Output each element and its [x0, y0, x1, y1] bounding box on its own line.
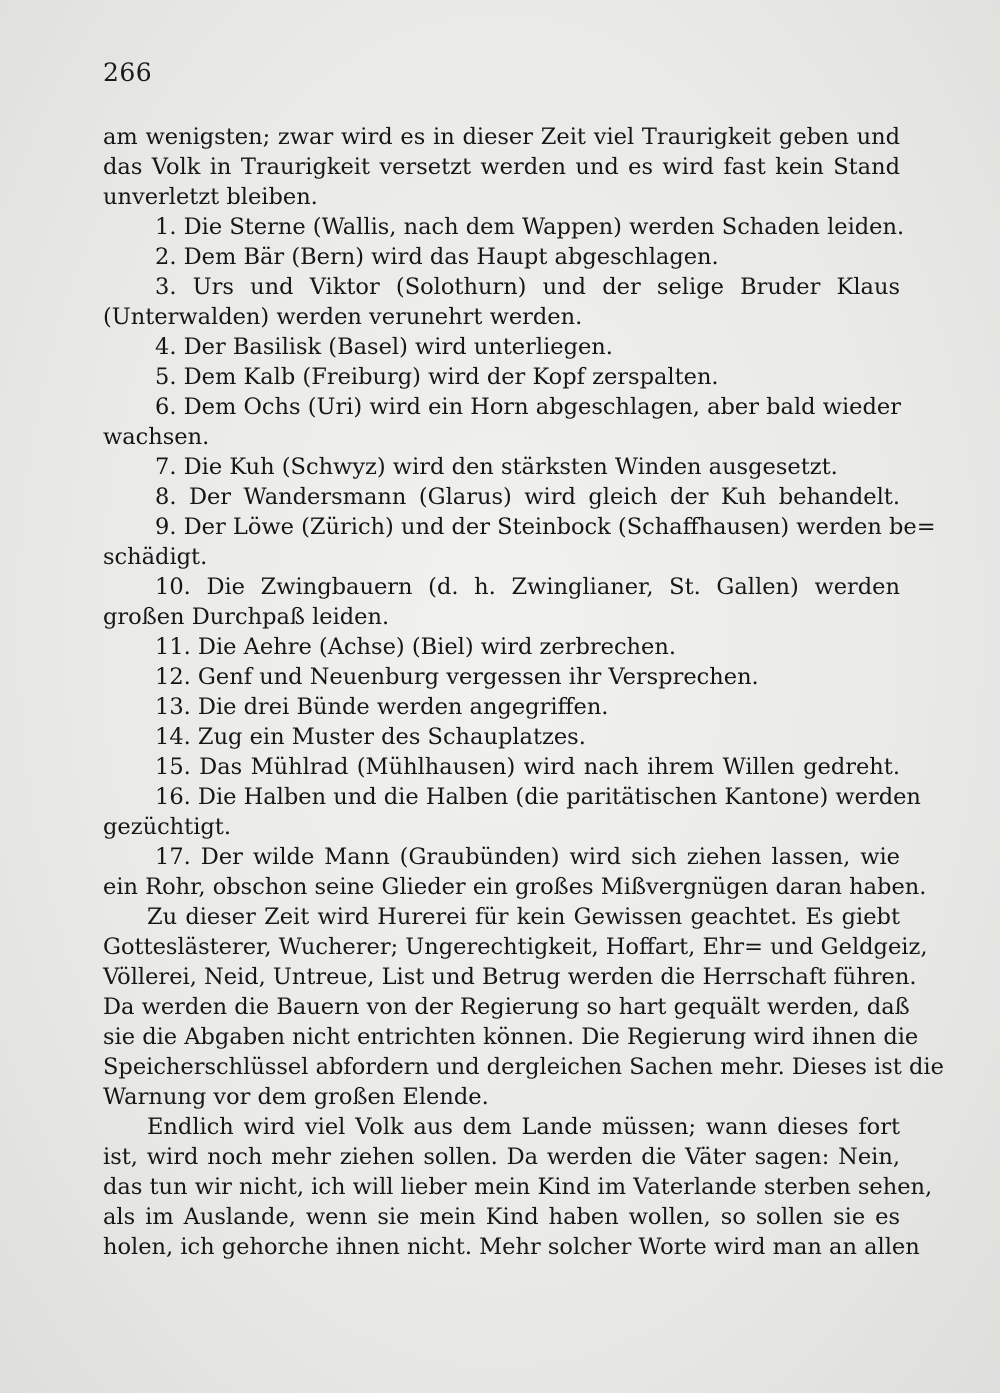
text-line: Gotteslästerer, Wucherer; Ungerechtigkeit, Hoffart, Ehr= und Geldgeiz, — [103, 934, 928, 960]
text-line: 9. Der Löwe (Zürich) und der Steinbock (Schaffhausen) werden be= — [155, 514, 936, 540]
text-line: das Volk in Traurigkeit versetzt werden und es wird fast kein Stand — [103, 154, 900, 180]
text-line: (Unterwalden) werden verunehrt werden. — [103, 304, 583, 330]
text-line: großen Durchpaß leiden. — [103, 604, 390, 630]
text-line: Warnung vor dem großen Elende. — [103, 1084, 489, 1110]
text-line: das tun wir nicht, ich will lieber mein Kind im Vaterlande sterben sehen, — [103, 1174, 933, 1200]
text-line: sie die Abgaben nicht entrichten können. Die Regierung wird ihnen die — [103, 1024, 919, 1050]
text-line: 11. Die Aehre (Achse) (Biel) wird zerbrechen. — [155, 634, 676, 660]
text-line: Völlerei, Neid, Untreue, List und Betrug werden die Herrschaft führen. — [103, 964, 917, 990]
text-line: als im Auslande, wenn sie mein Kind haben wollen, so sollen sie es — [103, 1204, 900, 1230]
text-line: wachsen. — [103, 424, 210, 450]
text-line: Da werden die Bauern von der Regierung so hart gequält werden, daß — [103, 994, 910, 1020]
text-line: ein Rohr, obschon seine Glieder ein großes Mißvergnügen daran haben. — [103, 874, 927, 900]
text-line: gezüchtigt. — [103, 814, 231, 840]
body-text — [103, 122, 944, 1262]
text-line: 8. Der Wandersmann (Glarus) wird gleich der Kuh behandelt. — [155, 484, 900, 510]
text-line: 7. Die Kuh (Schwyz) wird den stärksten Winden ausgesetzt. — [155, 454, 838, 480]
text-line: schädigt. — [103, 544, 208, 570]
text-line: 10. Die Zwingbauern (d. h. Zwinglianer, St. Gallen) werden — [155, 574, 900, 600]
text-line: 16. Die Halben und die Halben (die paritätischen Kantone) werden — [155, 784, 921, 810]
text-line: unverletzt bleiben. — [103, 184, 318, 210]
text-line: 3. Urs und Viktor (Solothurn) und der selige Bruder Klaus — [155, 274, 900, 300]
text-line: 4. Der Basilisk (Basel) wird unterliegen. — [155, 334, 613, 360]
text-line: Speicherschlüssel abfordern und dergleichen Sachen mehr. Dieses ist die — [103, 1054, 944, 1080]
text-line: Endlich wird viel Volk aus dem Lande müssen; wann dieses fort — [147, 1114, 900, 1140]
text-line: ist, wird noch mehr ziehen sollen. Da werden die Väter sagen: Nein, — [103, 1144, 900, 1170]
text-line: Zu dieser Zeit wird Hurerei für kein Gewissen geachtet. Es giebt — [147, 904, 900, 930]
text-line: 12. Genf und Neuenburg vergessen ihr Versprechen. — [155, 664, 759, 690]
page-number: 266 — [103, 58, 153, 87]
text-line: 5. Dem Kalb (Freiburg) wird der Kopf zerspalten. — [155, 364, 719, 390]
text-line: 2. Dem Bär (Bern) wird das Haupt abgeschlagen. — [155, 244, 719, 270]
text-line: 6. Dem Ochs (Uri) wird ein Horn abgeschlagen, aber bald wieder — [155, 394, 901, 420]
text-line: 1. Die Sterne (Wallis, nach dem Wappen) werden Schaden leiden. — [155, 214, 905, 240]
text-line: holen, ich gehorche ihnen nicht. Mehr solcher Worte wird man an allen — [103, 1234, 920, 1260]
text-line: 17. Der wilde Mann (Graubünden) wird sich ziehen lassen, wie — [155, 844, 900, 870]
text-line: 13. Die drei Bünde werden angegriffen. — [155, 694, 609, 720]
text-line: am wenigsten; zwar wird es in dieser Zeit viel Traurigkeit geben und — [103, 124, 900, 150]
text-line: 15. Das Mühlrad (Mühlhausen) wird nach ihrem Willen gedreht. — [155, 754, 900, 780]
text-line: 14. Zug ein Muster des Schauplatzes. — [155, 724, 586, 750]
